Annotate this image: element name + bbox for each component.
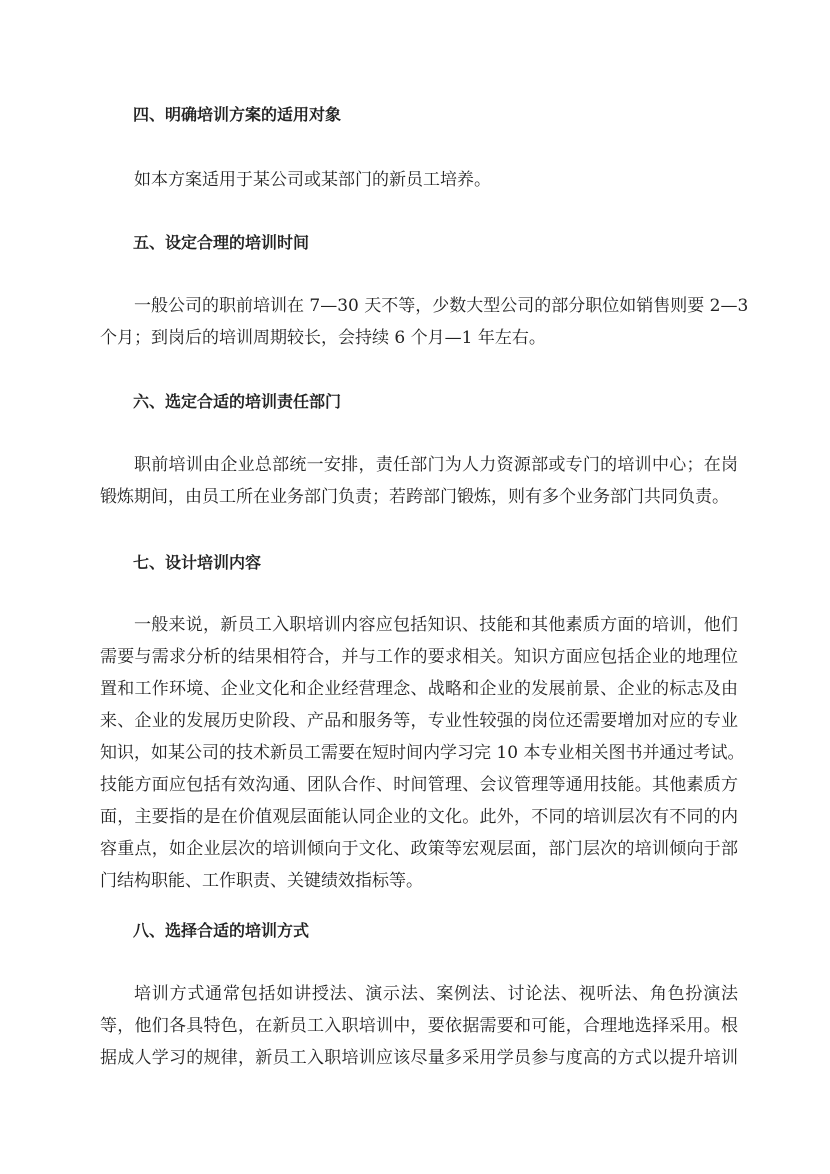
section-heading: 八、选择合适的培训方式: [133, 921, 310, 940]
section-heading: 四、明确培训方案的适用对象: [133, 105, 342, 124]
section-heading: 六、选定合适的培训责任部门: [133, 392, 342, 411]
section-heading: 七、设计培训内容: [133, 553, 262, 572]
paragraph-line: 据成人学习的规律，新员工入职培训应该尽量多采用学员参与度高的方式以提升培训: [100, 1048, 738, 1068]
section-paragraph: [100, 978, 738, 1074]
paragraph-line: 门结构职能、工作职责、关键绩效指标等。: [100, 871, 423, 891]
paragraph-line: 面，主要指的是在价值观层面能认同企业的文化。此外，不同的培训层次有不同的内: [100, 807, 738, 827]
section-heading: 五、设定合理的培训时间: [133, 233, 310, 252]
paragraph-line: 容重点，如企业层次的培训倾向于文化、政策等宏观层面，部门层次的培训倾向于部: [100, 839, 738, 859]
paragraph-line: 一般公司的职前培训在 7—30 天不等，少数大型公司的部分职位如销售则要 2—3: [134, 296, 749, 316]
paragraph-line: 锻炼期间，由员工所在业务部门负责；若跨部门锻炼，则有多个业务部门共同负责。: [100, 487, 729, 507]
paragraph-line: 等，他们各具特色，在新员工入职培训中，要依据需要和可能，合理地选择采用。根: [100, 1016, 738, 1036]
section-paragraph: [100, 164, 738, 196]
paragraph-line: 个月；到岗后的培训周期较长，会持续 6 个月—1 年左右。: [100, 328, 546, 348]
paragraph-line: 置和工作环境、企业文化和企业经营理念、战略和企业的发展前景、企业的标志及由: [100, 679, 738, 699]
paragraph-line: 培训方式通常包括如讲授法、演示法、案例法、讨论法、视听法、角色扮演法: [134, 984, 738, 1004]
section-paragraph: [100, 449, 738, 513]
paragraph-line: 职前培训由企业总部统一安排，责任部门为人力资源部或专门的培训中心；在岗: [134, 455, 738, 475]
section-paragraph: [100, 609, 745, 897]
paragraph-line: 来、企业的发展历史阶段、产品和服务等，专业性较强的岗位还需要增加对应的专业: [100, 711, 738, 731]
paragraph-line: 技能方面应包括有效沟通、团队合作、时间管理、会议管理等通用技能。其他素质方: [100, 775, 738, 795]
paragraph-line: 需要与需求分析的结果相符合，并与工作的要求相关。知识方面应包括企业的地理位: [100, 647, 738, 667]
paragraph-line: 知识，如某公司的技术新员工需要在短时间内学习完 10 本专业相关图书并通过考试。: [100, 743, 745, 763]
paragraph-line: 如本方案适用于某公司或某部门的新员工培养。: [134, 170, 491, 190]
section-paragraph: [100, 290, 749, 354]
paragraph-line: 一般来说，新员工入职培训内容应包括知识、技能和其他素质方面的培训，他们: [134, 615, 738, 635]
